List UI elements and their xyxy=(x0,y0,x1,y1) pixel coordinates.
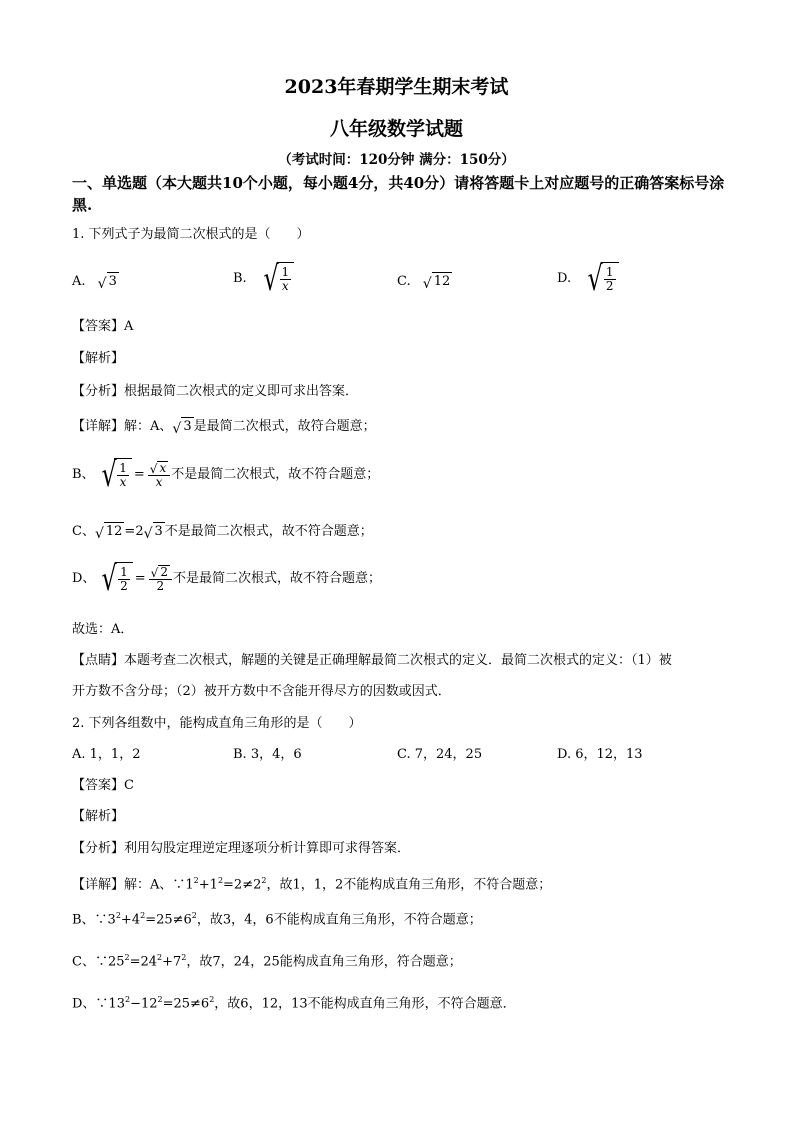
sqrt-symbol: √ $\frac{1}{x}$ xyxy=(257,262,294,296)
q1-option-d-den: 2 xyxy=(605,279,614,293)
q2-detail-a xyxy=(72,872,551,894)
superscript: 2 xyxy=(124,995,131,1004)
sqrt-symbol: √ 3 xyxy=(172,419,192,437)
q1-dianjing-line1: 【点睛】本题考查二次根式，解题的关键是正确理解最简二次根式的定义．最简二次根式的定义：（1）被 xyxy=(72,653,672,668)
superscript: 2 xyxy=(217,876,224,885)
q1-d-lhs-num: 1 xyxy=(120,565,128,579)
exam-subtitle: 八年级数学试题 xyxy=(329,118,463,140)
sqrt-symbol: √ 3 xyxy=(97,274,117,292)
q2-d-post: ，故6，12，13不能构成直角三角形，不符合题意． xyxy=(214,996,516,1012)
superscript: 2 xyxy=(181,953,187,962)
q1-detail-a-text: 是最简二次根式，故符合题意； xyxy=(193,419,376,434)
q1-detail-a xyxy=(72,417,376,436)
q1-option-c-label: C. xyxy=(397,274,411,289)
q2-stem: 2. 下列各组数中，能构成直角三角形的是（ ） xyxy=(72,716,362,731)
q1-option-b-den: x xyxy=(281,279,289,293)
q2-detail-c xyxy=(72,949,462,971)
q1-option-d xyxy=(557,259,619,299)
q1-option-b xyxy=(233,259,294,299)
q2-a-pre: 【详解】解：A、∵1 xyxy=(72,877,194,893)
q2-fenxi: 【分析】利用勾股定理逆定理逐项分析计算即可求得答案． xyxy=(72,841,411,856)
sqrt-symbol: √ $\frac{1}{x}$ xyxy=(95,458,132,492)
q2-option-c: C. 7，24，25 xyxy=(397,747,483,762)
q1-b-eq: = xyxy=(133,467,145,482)
q1-option-c xyxy=(397,272,452,291)
superscript: 2 xyxy=(261,876,267,885)
superscript: 2 xyxy=(140,911,146,920)
superscript: 2 xyxy=(193,876,199,885)
q1-c-radicand: 12 xyxy=(105,524,123,539)
superscript: 2 xyxy=(124,953,130,962)
q1-b-text: 不是最简二次根式，故不符合题意； xyxy=(171,467,380,482)
q1-c-prefix: C、 xyxy=(72,524,95,539)
q2-analysis-label: 【解析】 xyxy=(72,809,125,824)
exam-info: （考试时间：120分钟 满分：150分） xyxy=(278,152,515,168)
q2-b-mid1: +4 xyxy=(120,912,141,928)
q1-b-rhs-den: x xyxy=(155,475,163,489)
q2-c-post: ，故7，24，25能构成直角三角形，符合题意； xyxy=(186,954,462,970)
q1-detail-b xyxy=(72,455,380,495)
q2-answer: 【答案】C xyxy=(72,778,134,793)
q2-d-mid2: =25≠6 xyxy=(162,996,210,1012)
exam-title: 2023年春期学生期末考试 xyxy=(284,76,509,98)
q2-a-post: ，故1，1，2不能构成直角三角形，不符合题意； xyxy=(266,877,552,893)
q2-a-mid1: +1 xyxy=(198,877,218,893)
superscript: 2 xyxy=(115,911,121,920)
q1-detail-c xyxy=(72,522,373,541)
sqrt-symbol: √ 3 xyxy=(143,524,163,542)
q1-analysis-label: 【解析】 xyxy=(72,351,125,366)
sqrt-symbol: √ 12 xyxy=(94,524,123,542)
q1-b-prefix: B、 xyxy=(72,467,95,482)
q1-choose: 故选：A． xyxy=(72,622,134,637)
q1-option-a-label: A. xyxy=(72,274,86,289)
q2-option-b: B. 3，4，6 xyxy=(233,747,302,762)
q1-dianjing-line2: 开方数不含分母；（2）被开方数中不含能开得尽方的因数或因式． xyxy=(72,684,451,699)
sqrt-symbol: √ $\frac{1}{2}$ xyxy=(95,562,132,596)
q1-c-radicand2: 3 xyxy=(154,524,163,539)
q2-c-mid2: +7 xyxy=(162,954,182,970)
superscript: 2 xyxy=(157,953,163,962)
q2-c-pre: C、∵25 xyxy=(72,954,125,970)
q1-b-rhs-num: x xyxy=(159,461,167,475)
q1-option-d-label: D. xyxy=(557,271,572,286)
q2-option-d: D. 6，12，13 xyxy=(557,747,643,762)
q1-detail-a-radicand: 3 xyxy=(183,419,192,434)
q2-detail-d xyxy=(72,991,516,1013)
q1-answer: 【答案】A xyxy=(72,319,134,334)
q1-d-text: 不是最简二次根式，故不符合题意； xyxy=(172,571,381,586)
q2-a-mid2: =2≠2 xyxy=(223,877,262,893)
q2-d-mid1: −12 xyxy=(130,996,158,1012)
q1-detail-prefix: 【详解】解：A、 xyxy=(72,419,173,434)
sqrt-symbol: √ 12 xyxy=(422,274,451,292)
q1-option-a-radicand: 3 xyxy=(108,274,117,289)
q1-fenxi: 【分析】根据最简二次根式的定义即可求出答案． xyxy=(72,384,359,399)
sqrt-symbol: √ $\frac{1}{2}$ xyxy=(581,262,618,296)
sqrt-symbol: √ 2 xyxy=(150,565,168,580)
q1-d-prefix: D、 xyxy=(72,571,96,586)
q1-c-eq: =2 xyxy=(124,524,144,539)
sqrt-symbol: √ x xyxy=(149,461,167,476)
q2-d-pre: D、∵13 xyxy=(72,996,125,1012)
q2-c-mid1: =24 xyxy=(129,954,158,970)
superscript: 2 xyxy=(191,911,197,920)
q1-d-lhs-den: 2 xyxy=(120,579,128,593)
q2-detail-b xyxy=(72,907,482,929)
q1-d-rhs-num: 2 xyxy=(160,565,168,579)
q2-b-post: ，故3，4，6不能构成直角三角形，不符合题意； xyxy=(196,912,482,928)
q1-option-d-num: 1 xyxy=(605,265,614,279)
q1-b-lhs-num: 1 xyxy=(119,461,127,475)
q2-option-a: A. 1，1，2 xyxy=(72,747,141,762)
q1-c-text: 不是最简二次根式，故不符合题意； xyxy=(164,524,373,539)
q1-detail-d xyxy=(72,559,381,599)
q1-option-b-num: 1 xyxy=(281,265,290,279)
q1-b-lhs-den: x xyxy=(119,475,127,489)
q2-b-mid2: =25≠6 xyxy=(145,912,192,928)
q1-d-rhs-den: 2 xyxy=(156,579,165,593)
superscript: 2 xyxy=(157,995,163,1004)
superscript: 2 xyxy=(209,995,215,1004)
q1-option-c-radicand: 12 xyxy=(433,274,451,289)
q1-option-b-label: B. xyxy=(233,271,247,286)
q1-stem: 1. 下列式子为最简二次根式的是（ ） xyxy=(72,227,310,242)
q1-option-a xyxy=(72,272,119,291)
q1-d-eq: = xyxy=(134,571,146,586)
section-heading: 一、单选题（本大题共10个小题，每小题4分，共40分）请将答题卡上对应题号的正确答案标号涂黑. xyxy=(72,174,725,214)
q2-b-pre: B、∵3 xyxy=(72,912,116,928)
